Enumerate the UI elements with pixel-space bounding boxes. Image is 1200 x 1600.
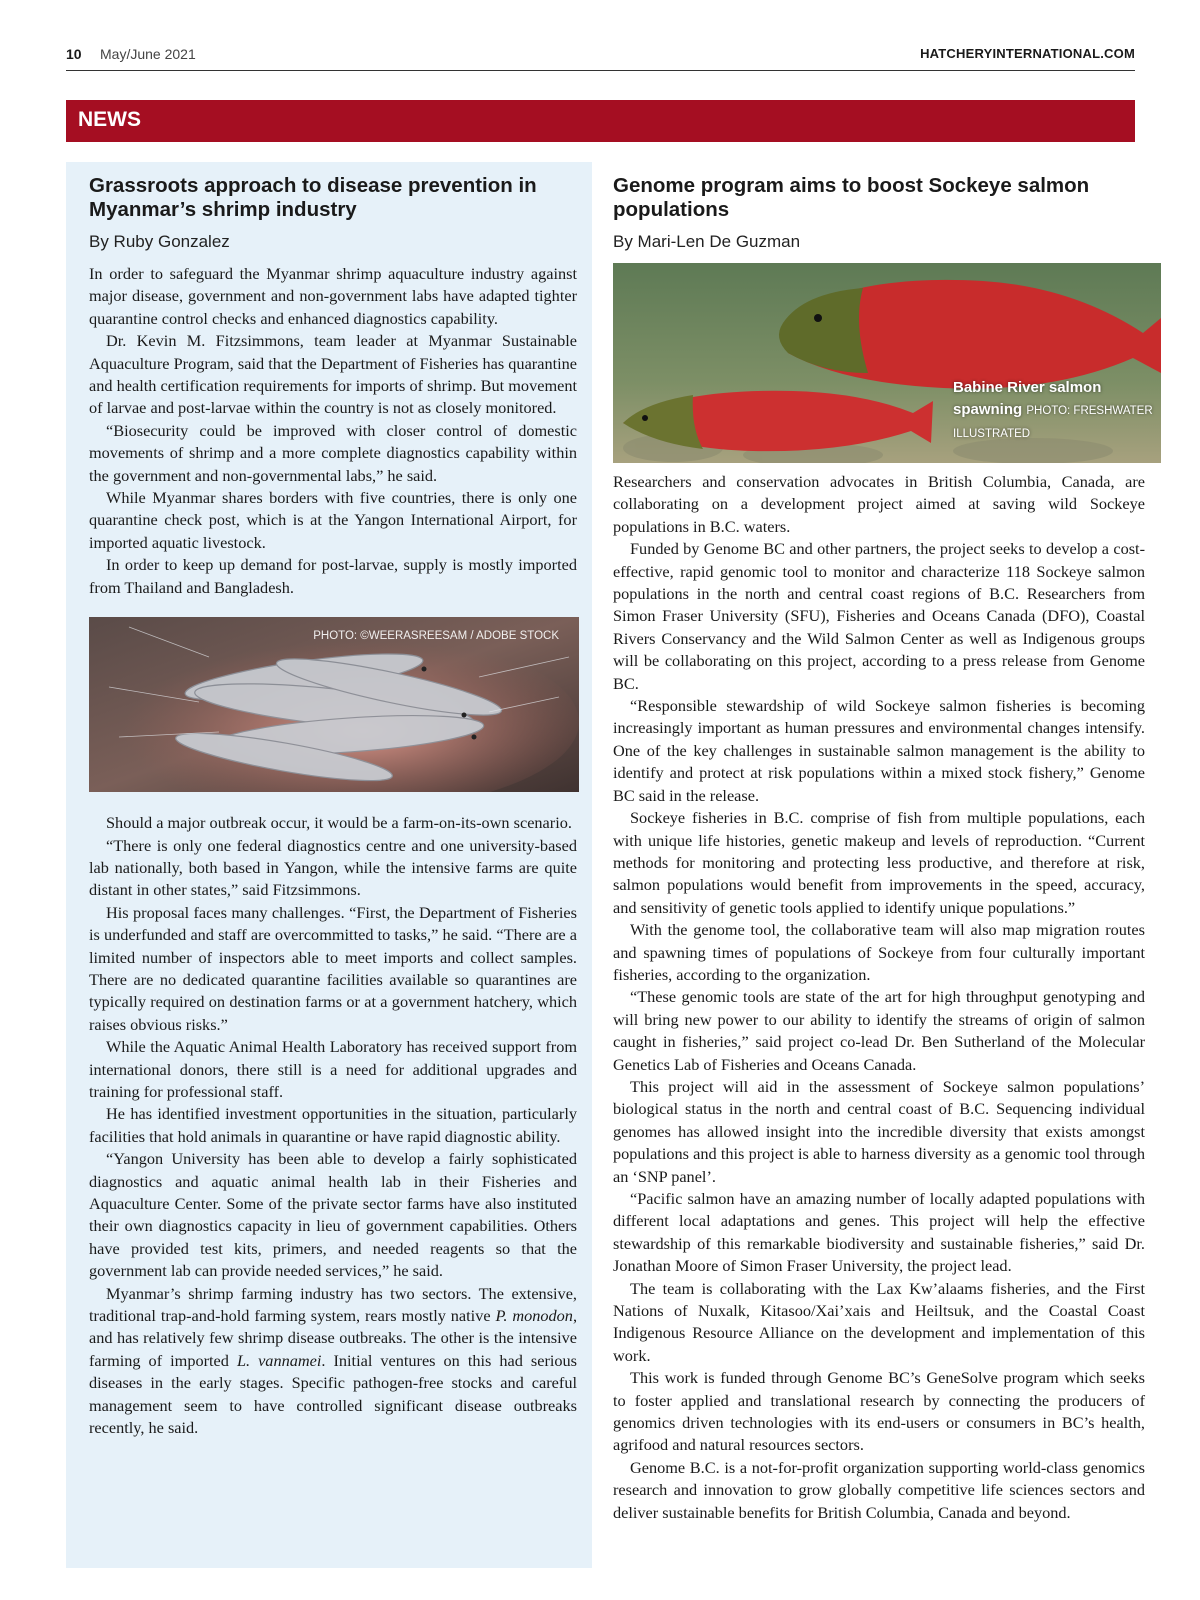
paragraph: Sockeye fisheries in B.C. comprise of fish from multiple populations, each with unique life histories, genetic makeup and levels of reproduction. “Current methods for monitoring and protecting less productive, and therefore at risk, salmon populations would benefit from improvements in the speed, accuracy, and sensitivity of genetic tools applied to identify unique populations.”	[613, 808, 1145, 917]
paragraph: “Responsible stewardship of wild Sockeye salmon fisheries is becoming increasingly important as human pressures and environmental changes intensify. One of the key challenges in sustainable salmon management is the ability to identify and protect at risk populations within a mixed stock fishery,” Genome BC said in the release.	[613, 696, 1145, 805]
paragraph: This work is funded through Genome BC’s GeneSolve program which seeks to foster applied and translational research by connecting the producers of genomics driven technologies with its end-users or consumers in BC’s health, agrifood and natural resources sectors.	[613, 1368, 1145, 1455]
paragraph-text: , and has relatively few shrimp disease outbreaks. The other is the intensive farming of imported	[89, 1306, 578, 1370]
paragraph: “These genomic tools are state of the art for high throughput genotyping and will bring new power to our ability to identify the streams of origin of salmon caught in fisheries,” said project co-lead Dr. Ben Sutherland of the Molecular Genetics Lab of Fisheries and Oceans Canada.	[613, 987, 1145, 1074]
photo-credit: PHOTO: ©WEERASREESAM / ADOBE STOCK	[313, 630, 559, 643]
paragraph: This project will aid in the assessment of Sockeye salmon populations’ biological status in the north and central coast of B.C. Sequencing individual genomes has allowed insight into the incredible diversity that exists amongst populations and this project is able to harness diversity as a genomic tool through an ‘SNP panel’.	[613, 1076, 1145, 1186]
paragraph-text: Myanmar’s shrimp farming industry has two sectors. The extensive, traditional trap-and-hold farming system, rears mostly native	[89, 1283, 577, 1326]
photo-caption-title: Babine River salmon spawning	[953, 379, 1102, 418]
paragraph: “Biosecurity could be improved with closer control of domestic movements of shrimp and a more complete diagnostics capability within the government and non-governmental labs,” he said.	[89, 420, 577, 485]
paragraph: In order to keep up demand for post-larvae, supply is mostly imported from Thailand and Bangladesh.	[89, 555, 577, 597]
paragraph-text: . Initial ventures on this had serious diseases in the early stages. Specific pathogen-free stocks and careful management seem to have controlled significant disease outbreaks recently, he said.	[89, 1350, 578, 1438]
paragraph: Should a major outbreak occur, it would be a farm-on-its-own scenario.	[106, 813, 572, 833]
paragraph: The team is collaborating with the Lax Kw’alaams fisheries, and the First Nations of Nuxalk, Kitasoo/Xai’xais and Heiltsuk, and the Coastal Coast Indigenous Resource Alliance on the development and implementation of this work.	[613, 1278, 1145, 1365]
paragraph: While the Aquatic Animal Health Laboratory has received support from international donors, there still is a need for additional upgrades and training for professional staff.	[89, 1037, 577, 1101]
issue-date: May/June 2021	[100, 46, 196, 62]
paragraph: With the genome tool, the collaborative team will also map migration routes and spawning times of populations of Sockeye from four culturally important fisheries, according to the organization.	[613, 920, 1145, 984]
paragraph: In order to safeguard the Myanmar shrimp aquaculture industry against major disease, government and non-government labs have adapted tighter quarantine control checks and enhanced diagnostics capability.	[89, 264, 577, 328]
paragraph	[89, 1283, 577, 1440]
paragraph: “There is only one federal diagnostics centre and one university-based lab nationally, both based in Yangon, while the intensive farms are quite distant in other states,” said Fitzsimmons.	[89, 835, 577, 900]
page-header	[66, 44, 1135, 71]
shrimp-photo	[89, 617, 579, 792]
paragraph: He has identified investment opportunities in the situation, particularly facilities that hold animals in quarantine or have rapid diagnostic ability.	[89, 1104, 577, 1146]
paragraph: Dr. Kevin M. Fitzsimmons, team leader at Myanmar Sustainable Aquaculture Program, said that the Department of Fisheries has quarantine and health certification requirements for imports of shrimp. But movement of larvae and post-larvae within the country is not as closely monitored.	[89, 331, 577, 418]
page-number: 10	[66, 46, 82, 62]
paragraph: “Pacific salmon have an amazing number of locally adapted populations with different local adaptations and genes. This project will help the effective stewardship of this remarkable biodiversity and sustainable fisheries,” said Dr. Jonathan Moore of Simon Fraser University, the project lead.	[613, 1189, 1145, 1276]
article-byline: By Ruby Gonzalez	[89, 232, 230, 251]
shrimp-photo-image	[89, 617, 579, 792]
species-name: L. vannamei	[236, 1350, 322, 1370]
salmon-photo	[613, 263, 1161, 463]
article-byline: By Mari-Len De Guzman	[613, 232, 801, 251]
paragraph: Funded by Genome BC and other partners, the project seeks to develop a cost-effective, rapid genomic tool to monitor and characterize 118 Sockeye salmon populations in the north and central coast regions of B.C. Researchers from Simon Fraser University (SFU), Fisheries and Oceans Canada (DFO), Coastal Rivers Conservancy and the Wild Salmon Center as well as Indigenous groups will be collaborating on this project, according to a press release from Genome BC.	[613, 539, 1145, 693]
photo-credit: PHOTO: FRESHWATER ILLUSTRATED	[953, 405, 1153, 440]
section-band	[66, 100, 1135, 142]
article-title: Genome program aims to boost Sockeye salmon populations	[613, 174, 1090, 221]
article-salmon	[613, 174, 1153, 1524]
paragraph: Genome B.C. is a not-for-profit organization supporting world-class genomics research and innovation to grow globally competitive life sciences sectors and deliver sustainable benefits for British Columbia, Canada and beyond.	[613, 1457, 1145, 1522]
species-name: P. monodon	[495, 1306, 573, 1326]
photo-caption	[953, 377, 1153, 445]
paragraph: “Yangon University has been able to develop a fairly sophisticated diagnostics and aquatic animal health lab in their Fisheries and Aquaculture Center. Some of the private sector farms have also instituted their own diagnostics capacity in lieu of government capabilities. Others have provided test kits, primers, and needed reagents so that the government lab can provide needed services,” he said.	[89, 1149, 577, 1281]
paragraph: Researchers and conservation advocates in British Columbia, Canada, are collaborating on a development project aimed at saving wild Sockeye populations in B.C. waters.	[613, 472, 1145, 536]
paragraph: His proposal faces many challenges. “First, the Department of Fisheries is underfunded and staff are overcommitted to tasks,” he said. “There are a limited number of inspectors able to meet imports and collect samples. There are no dedicated quarantine facilities available so quarantines are typically required on destination farms or at a government hatchery, which raises obvious risks.”	[89, 902, 577, 1034]
section-label: NEWS	[78, 108, 141, 131]
website-url[interactable]: HATCHERYINTERNATIONAL.COM	[920, 46, 1135, 61]
article-title: Grassroots approach to disease prevention in Myanmar’s shrimp industry	[89, 174, 537, 221]
article-shrimp	[89, 174, 577, 1439]
paragraph: While Myanmar shares borders with five countries, there is only one quarantine check post, which is at the Yangon International Airport, for imported aquatic livestock.	[89, 488, 577, 552]
